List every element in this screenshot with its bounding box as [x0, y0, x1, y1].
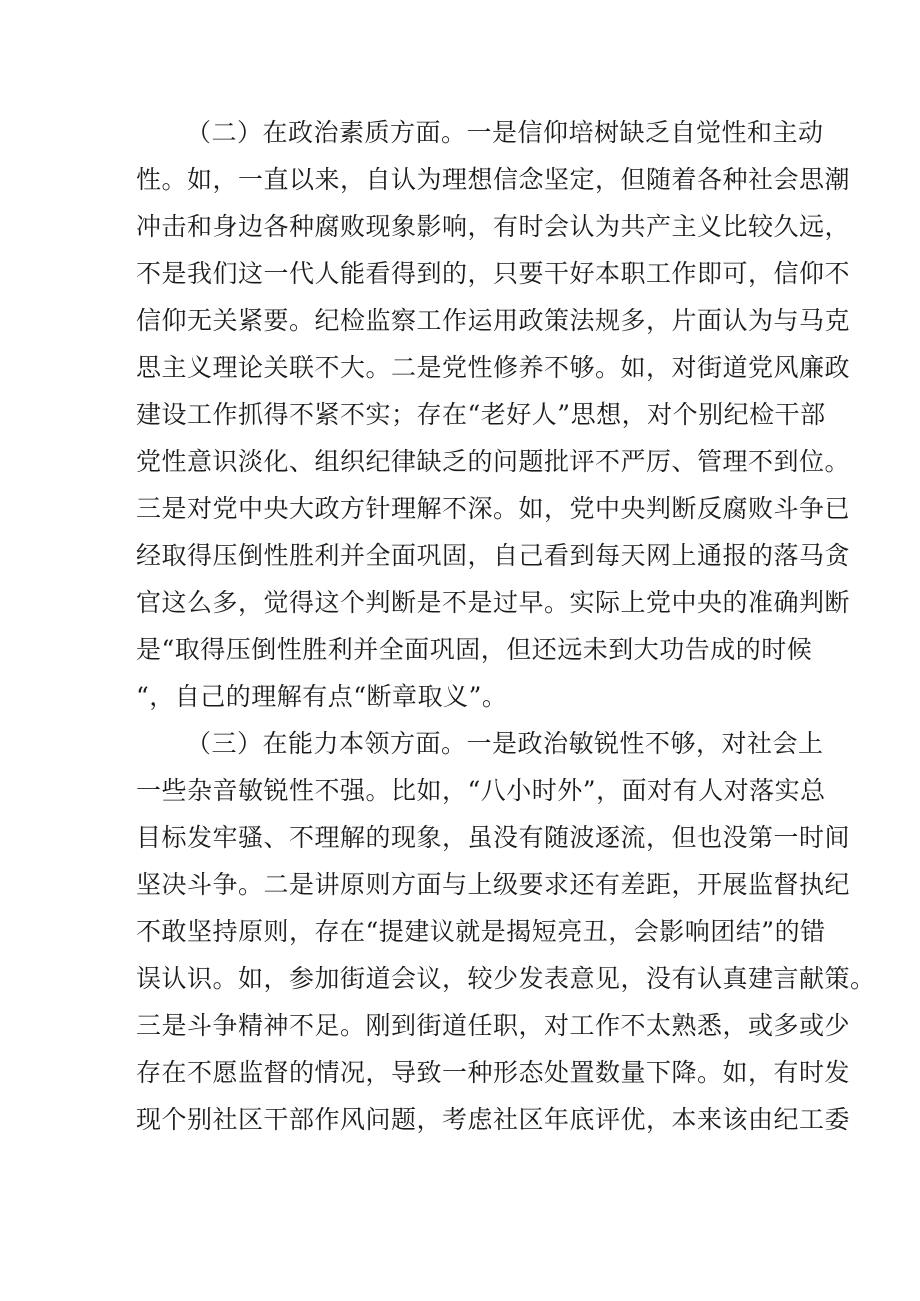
text-line: 官这么多，觉得这个判断是不是过早。实际上党中央的准确判断: [136, 588, 851, 617]
text-line: 是“取得压倒性胜利并全面巩固，但还远未到大功告成的时候: [136, 635, 813, 664]
text-line: 性。如，一直以来，自认为理想信念坚定，但随着各种社会思潮: [136, 165, 851, 194]
text-line: 三是对党中央大政方针理解不深。如，党中央判断反腐败斗争已: [136, 494, 851, 523]
text-line: 坚决斗争。二是讲原则方面与上级要求还有差距，开展监督执纪: [136, 870, 851, 899]
text-line: 一些杂音敏锐性不强。比如，“八小时外”，面对有人对落实总: [136, 776, 826, 805]
text-line: 误认识。如，参加街道会议，较少发表意见，没有认真建言献策。: [136, 964, 876, 993]
text-line: 目标发牢骚、不理解的现象，虽没有随波逐流，但也没第一时间: [136, 823, 851, 852]
text-line: 建设工作抓得不紧不实；存在“老好人”思想，对个别纪检干部: [136, 400, 826, 429]
text-line: 冲击和身边各种腐败现象影响，有时会认为共产主义比较久远，: [136, 212, 851, 241]
text-line: （二）在政治素质方面。一是信仰培树缺乏自觉性和主动: [186, 118, 824, 147]
text-line: 三是斗争精神不足。刚到街道任职，对工作不太熟悉，或多或少: [136, 1011, 851, 1040]
text-line: 信仰无关紧要。纪检监察工作运用政策法规多，片面认为与马克: [136, 306, 851, 335]
text-line: 不敢坚持原则，存在“提建议就是揭短亮丑，会影响团结”的错: [136, 917, 826, 946]
text-line: 现个别社区干部作风问题，考虑社区年底评优，本来该由纪工委: [136, 1105, 851, 1134]
text-line: 党性意识淡化、组织纪律缺乏的问题批评不严厉、管理不到位。: [136, 447, 851, 476]
text-line: 不是我们这一代人能看得到的，只要干好本职工作即可，信仰不: [136, 259, 851, 288]
text-line: “，自己的理解有点“断章取义”。: [136, 682, 508, 711]
text-line: 经取得压倒性胜利并全面巩固，自己看到每天网上通报的落马贪: [136, 541, 851, 570]
text-line: 思主义理论关联不大。二是党性修养不够。如，对街道党风廉政: [136, 353, 851, 382]
text-line: 存在不愿监督的情况，导致一种形态处置数量下降。如，有时发: [136, 1058, 851, 1087]
text-line: （三）在能力本领方面。一是政治敏锐性不够，对社会上: [186, 729, 824, 758]
